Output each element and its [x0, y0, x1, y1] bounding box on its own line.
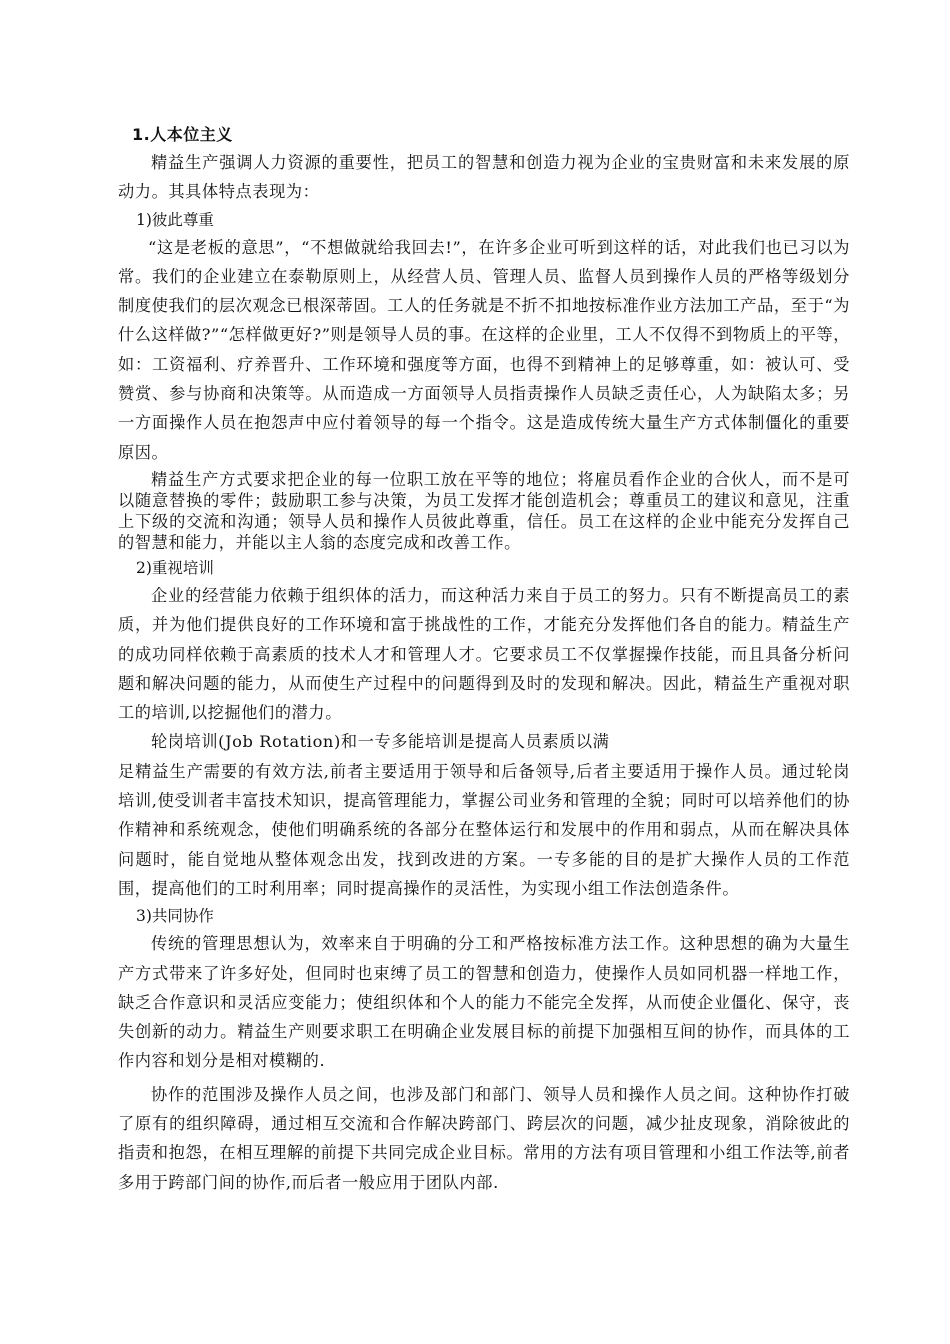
document-body [118, 122, 850, 1197]
paragraph-respect-1: “这是老板的意思”，“不想做就给我回去!”，在许多企业可听到这样的话，对此我们也已习以为常。我们的企业建立在泰勒原则上，从经营人员、管理人员、监督人员到操作人员的严格等级划分制度使我们的层次观念已根深蒂固。工人的任务就是不折不扣地按标准作业方法加工产品，至于“为什么这样做?”“怎样做更好?”则是领导人员的事。在这样的企业里，工人不仅得不到物质上的平等，如：工资福利、疗养晋升、工作环境和强度等方面，也得不到精神上的足够尊重，如：被认可、受赞赏、参与协商和决策等。从而造成一方面领导人员指责操作人员缺乏责任心，人为缺陷太多；另一方面操作人员在抱怨声中应付着领导的每一个指令。这是造成传统大量生产方式体制僵化的重要原因。 [118, 237, 850, 462]
section-title: 1.人本位主义 [132, 125, 233, 144]
paragraph-training-2-start: 轮岗培训(Job Rotation)和一专多能培训是提高人员素质以满 [151, 732, 610, 752]
paragraph-respect-2: 精益生产方式要求把企业的每一位职工放在平等的地位；将雇员看作企业的合伙人，而不是可以随意替换的零件；鼓励职工参与决策，为员工发挥才能创造机会；尊重员工的建议和意见，注重上下级的交流和沟通；领导人员和操作人员彼此尊重，信任。员工在这样的企业中能充分发挥自己的智慧和能力，并能以主人翁的态度完成和改善工作。 [118, 469, 850, 552]
section-intro: 精益生产强调人力资源的重要性，把员工的智慧和创造力视为企业的宝贵财富和未来发展的原动力。其具体特点表现为： [118, 153, 850, 202]
paragraph-training-1: 企业的经营能力依赖于组织体的活力，而这种活力来自于员工的努力。只有不断提高员工的素质，并为他们提供良好的工作环境和富于挑战性的工作，才能充分发挥他们各自的能力。精益生产的成功同样依赖于高素质的技术人才和管理人才。它要求员工不仅掌握操作技能，而且具备分析问题和解决问题的能力，从而使生产过程中的问题得到及时的发现和解决。因此，精益生产重视对职工的培训,以挖掘他们的潜力。 [118, 585, 850, 723]
subsection-heading-respect: 1)彼此尊重 [136, 210, 214, 229]
paragraph-training-2-rest: 足精益生产需要的有效方法,前者主要适用于领导和后备领导,后者主要适用于操作人员。通过轮岗培训,使受训者丰富技术知识，提高管理能力，掌握公司业务和管理的全貌；同时可以培养他们的协作精神和系统观念，使他们明确系统的各部分在整体运行和发展中的作用和弱点，从而在解决具体问题时，能自觉地从整体观念出发，找到改进的方案。一专多能的目的是扩大操作人员的工作范围，提高他们的工时利用率；同时提高操作的灵活性，为实现小组工作法创造条件。 [118, 761, 850, 898]
paragraph-cooperation-2: 协作的范围涉及操作人员之间，也涉及部门和部门、领导人员和操作人员之间。这种协作打破了原有的组织障碍，通过相互交流和合作解决跨部门、跨层次的问题，减少扯皮现象，消除彼此的指责和抱怨，在相互理解的前提下共同完成企业目标。常用的方法有项目管理和小组工作法等,前者多用于跨部门间的协作,而后者一般应用于团队内部. [118, 1084, 850, 1192]
subsection-heading-training: 2)重视培训 [136, 558, 214, 577]
subsection-heading-cooperation: 3)共同协作 [136, 907, 214, 926]
paragraph-cooperation-1: 传统的管理思想认为，效率来自于明确的分工和严格按标准方法工作。这种思想的确为大量生产方式带来了许多好处，但同时也束缚了员工的智慧和创造力，使操作人员如同机器一样地工作，缺乏合作意识和灵活应变能力；使组织体和个人的能力不能完全发挥，从而使企业僵化、保守，丧失创新的动力。精益生产则要求职工在明确企业发展目标的前提下加强相互间的协作，而具体的工作内容和划分是相对模糊的. [118, 934, 850, 1071]
